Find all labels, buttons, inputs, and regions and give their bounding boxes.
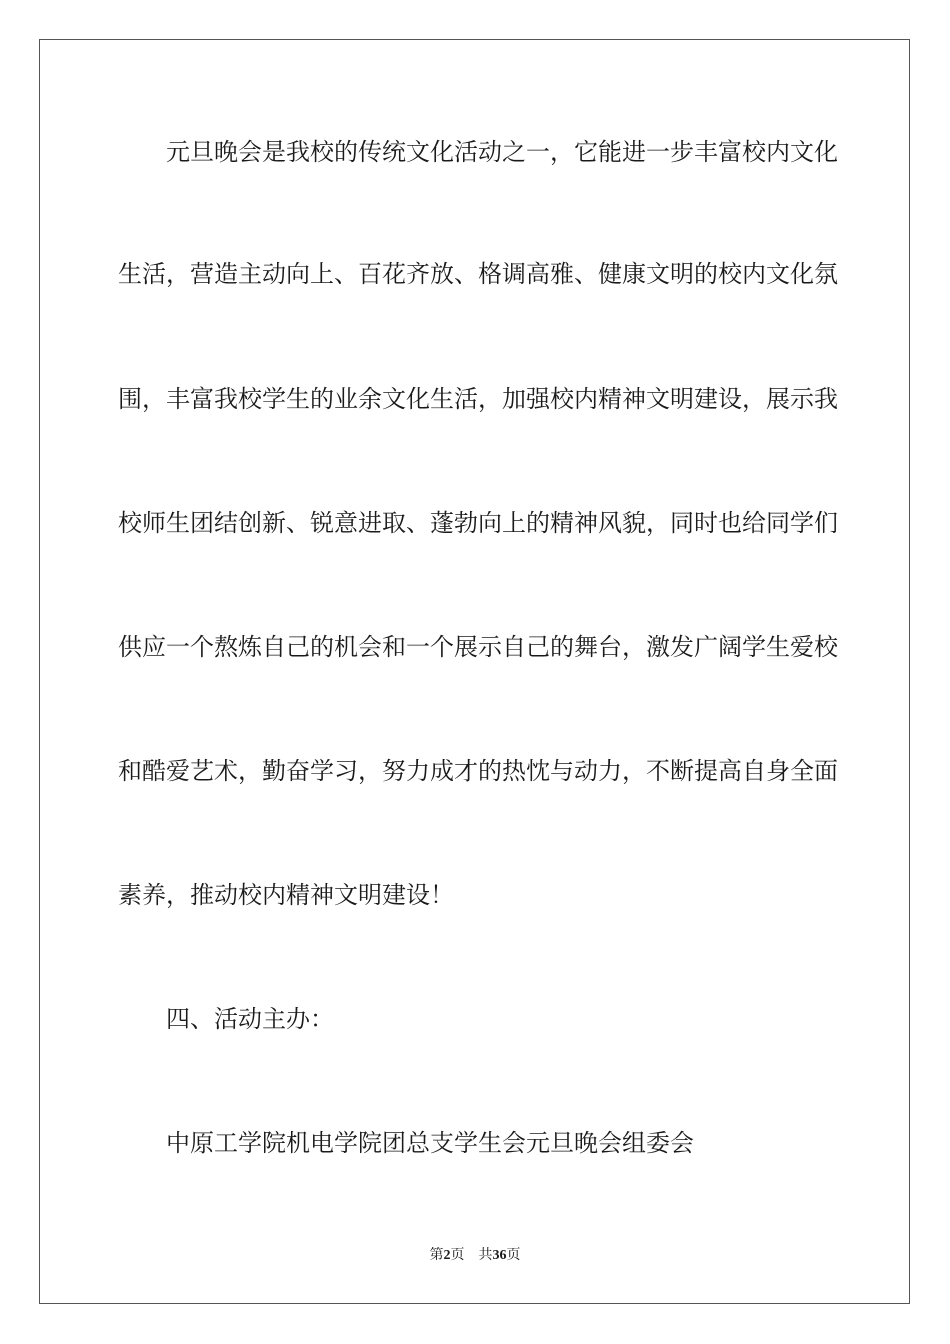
- page-prefix: 第: [429, 1247, 444, 1263]
- paragraph-line: 素养，推动校内精神文明建设！: [118, 881, 454, 909]
- page-suffix: 页: [450, 1247, 465, 1263]
- paragraph-line: 元旦晚会是我校的传统文化活动之一，它能进一步丰富校内文化: [166, 138, 838, 166]
- current-page-number: 2: [443, 1248, 451, 1263]
- total-suffix: 页: [506, 1247, 521, 1263]
- total-pages-number: 36: [492, 1248, 507, 1263]
- paragraph-line: 围，丰富我校学生的业余文化生活，加强校内精神文明建设，展示我: [118, 385, 838, 413]
- organizer-text: 中原工学院机电学院团总支学生会元旦晚会组委会: [166, 1129, 694, 1157]
- paragraph-line: 生活，营造主动向上、百花齐放、格调高雅、健康文明的校内文化氛: [118, 260, 838, 288]
- page-footer: [0, 1246, 950, 1265]
- paragraph-line: 供应一个熬炼自己的机会和一个展示自己的舞台，激发广阔学生爱校: [118, 633, 838, 661]
- paragraph-line: 和酷爱艺术，勤奋学习，努力成才的热忱与动力，不断提高自身全面: [118, 757, 838, 785]
- page-border: [39, 39, 910, 1304]
- paragraph-line: 校师生团结创新、锐意进取、蓬勃向上的精神风貌，同时也给同学们: [118, 509, 838, 537]
- total-prefix: 共: [478, 1247, 493, 1263]
- section-heading: 四、活动主办：: [166, 1005, 334, 1033]
